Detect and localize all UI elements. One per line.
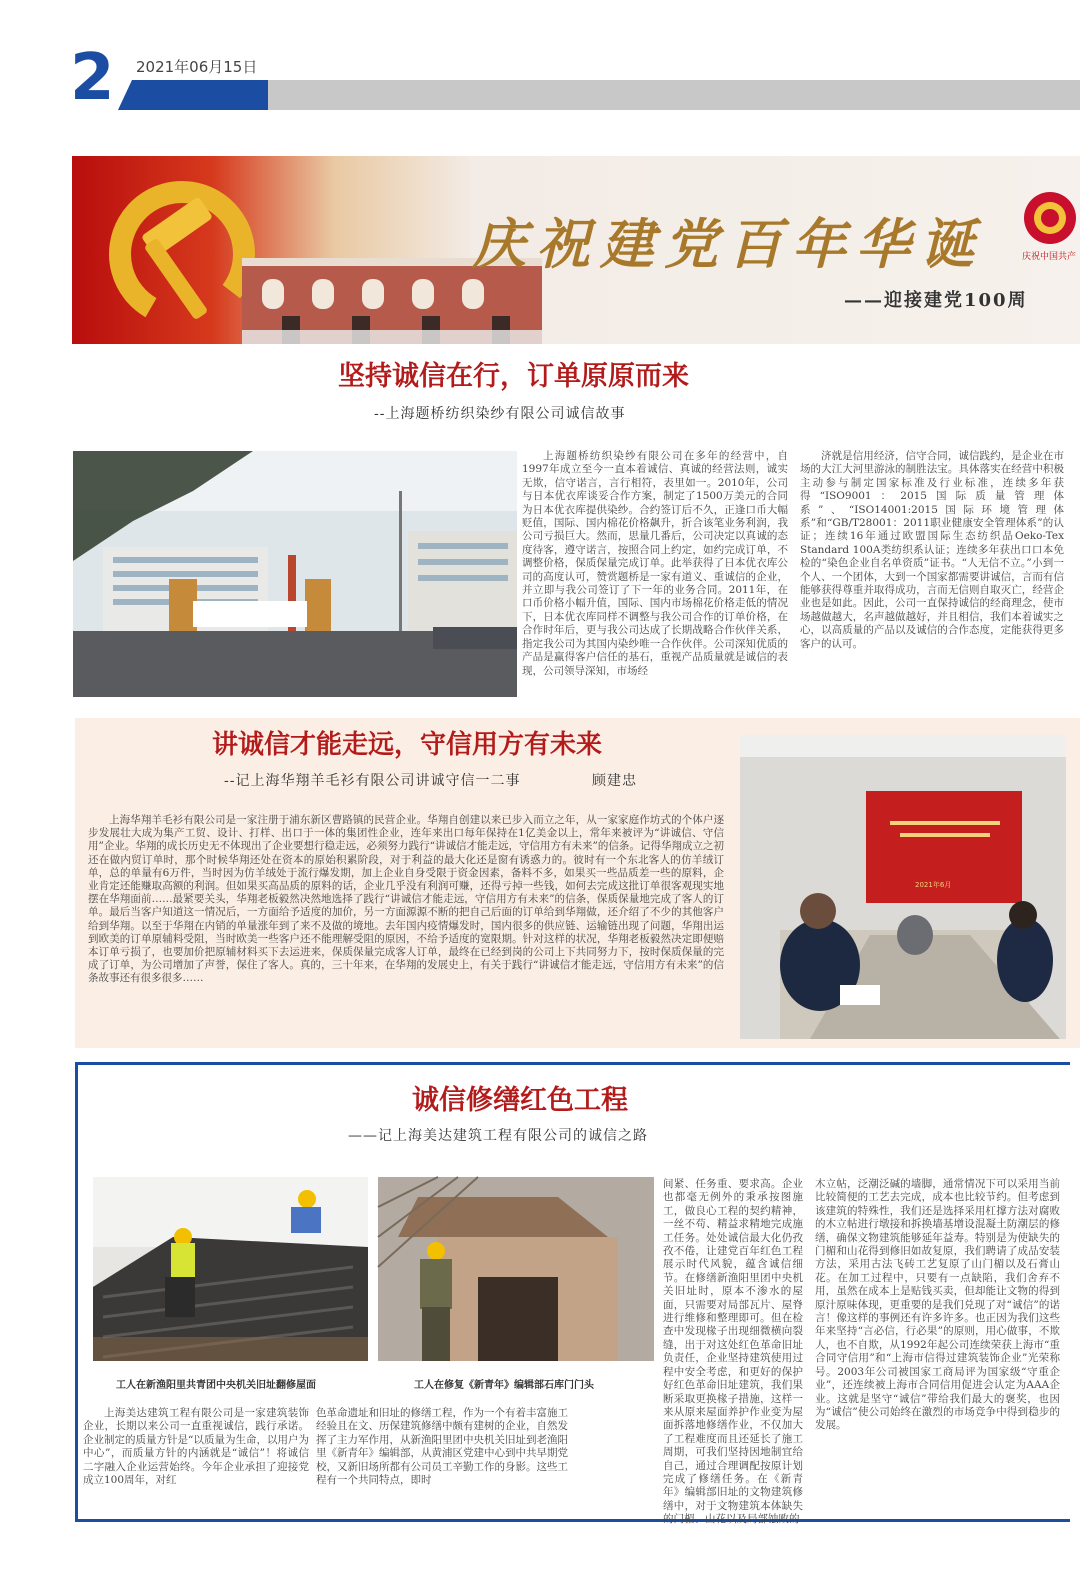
article2-title: 讲诚信才能走远，守信用方有未来 (212, 730, 603, 760)
article2-body: 上海华翔羊毛衫有限公司是一家注册于浦东新区曹路镇的民营企业。华翔自创建以来已步入而立之年，从一家家庭作坊式的个体户逐步发展壮大成为集产工贸、设计、打样、出口于一体的集团性企业，连年来出口每年保持在1亿美金以上，常年来被评为“讲诚信、守信用”企业。华翔的成长历史无不体现出了企业要想行稳走远，必须努力践行“讲诚信才能走远，守信用方有未来”的信条。记得华翔成立之初还在做内贸订单时，那个时候华翔还处在资本的原始积累阶段，对于利益的最大化还是窗有诱惑力的。彼时有一个东北客人的仿羊绒订单，总的单量有6万件，当时因为仿羊绒处于流行爆发期，加上企业自身受限于资金因素，备料不多，如果买一些品质差一些的原料，企业肯定还能赚取高额的利润。但如果买高品质的原料的话，企业几乎没有利润可赚，还得亏掉一些钱，如何去完成这批订单很客观现实地摆在华翔面前……最紧要关头，华翔老板毅然决然地选择了践行“讲诚信才能走远，守信用方有未来”的信条，保质保量地完成了客人的订单。最后当客户知道这一情况后，一方面给予适度的加价，另一方面源源不断的把自己后面的订单给到华翔做，还介绍了不少的其他客户给到华翔。以至于华翔在内销的单量涨年到了来不及做的境地。去年国内疫情爆发时，国内很多的供应链、运输链出现了问题，华翔出运到欧美的订单原辅料受阻，当时欧美一些客户还不能理解受阻的原因，不给予适度的宽限期。针对这样的状况，华翔老板毅然决定即便赔本订单亏损了，也要加价把原辅材料买下去运进来，保质保量完成客人订单，最终在已经到岗的公司上下共同努力下，按时保质保量的完成了订单，为公司增加了声誉，保住了客人。真的，三十年来，在华翔的发展史上，有关于践行“讲诚信才能走远，守信用方有未来”的信条故事还有很多很多…… (88, 814, 724, 985)
article1-subtitle: --上海题桥纺织染纱有限公司诚信故事 (374, 406, 626, 422)
article1-column-1: 上海题桥纺织染纱有限公司在多年的经营中，自1997年成立至今一直本着诚信、真诚的经营法则，诚实无欺，信守诺言，言行相符，表里如一。2010年，公司与日本优衣库谈妥合作方案，制定了1500万美元的合同为日本优衣库提供染纱。合约签订后不久，正逢口币大幅贬值，国际、国内棉花价格飙升，折合该笔业务利润，我公司亏损巨大。然而，思量几番后，公司决定以真诚的态度待客，遵守诺言，按照合同上约定，如约完成订单，不调整价格，保质保量完成订单。此举获得了日本优衣库公司的高度认可，赞赏题桥是一家有道义、重诚信的企业，并立即与我公司签订了下一年的业务合同。2011年，在口币价格小幅升值，国际、国内市场棉花价格走低的情况下，日本优衣库同样不调整与我公司合作的订单价格，在合作时年后，更与我公司达成了长期战略合作伙伴关系，指定我公司为其国内染纱唯一合作伙伴。公司深知优质的产品是赢得客户信任的基石，重视产品质量就是诚信的表现，公司领导深知，市场经 (522, 450, 788, 677)
header-bar-gray (268, 80, 1080, 110)
article3-column-4: 木立帖，泛潮泛碱的墙脚，通常情况下可以采用当前比较简便的工艺去完成，成本也比较节约。但考虑到该建筑的特殊性，我们还是选择采用杠撑方法对腐败的木立帖进行墩接和拆换墙基增设混凝土防潮层的修缮，确保文物建筑能够延年益寿。特别是为使缺失的门楣和山花得到修旧如故复原，我们聘请了成品安装方法，采用古法飞砖工艺复原了山门楣以及石膏山花。在加工过程中，只要有一点缺陷，我们舍弃不用，虽然在成本上是贴钱买卖，但却能让文物的得到原汁原味体现，更重要的是我们兑现了对“诚信”的诺言！像这样的事例还有许多许多。也正因为我们这些年来坚持“言必信，行必果”的原则，用心做事，不欺人，也不自欺，从1992年起公司连续荣获上海市“重合同守信用”和“上海市信得过建筑装饰企业”光荣称号。2003年公司被国家工商局评为国家级“守重企业”，还连续被上海市合同信用促进会认定为AAA企业。这就是坚守“诚信”带给我们最大的褒奖，也因为“诚信”使公司始终在激烈的市场竞争中得到稳步的发展。 (815, 1178, 1060, 1432)
article3-column-3: 间紧、任务重、要求高。企业也都毫无例外的秉承按图施工，做良心工程的契约精神，一丝不苟、精益求精地完成施工任务。处处诚信最大化仍孜孜不倦，让建党百年红色工程展示时代风貌，蕴含诚信细节。在修缮新渔阳里团中央机关旧址时，原本不渗水的屋面，只需要对局部瓦片、屋脊进行维修和整理即可。但在检查中发现椽子出现细微横向裂缝，出于对这处红色革命旧址负责任，企业坚持建筑使用过程中安全考虑，和更好的保护好红色革命旧址建筑，我们果断采取更换椽子措施，这样一来从原来屋面养护作业变为屋面拆落地修缮作业，不仅加大了工程难度而且还延长了施工周期，可我们坚持因地制宜给自己，通过合理调配按原计划完成了修缮任务。在《新青年》编辑部旧址的文物建筑修缮中，对于文物建筑本体缺失的门楣、山花以及局部蚀败的 (663, 1178, 803, 1526)
article3-column-2: 色革命遗址和旧址的修缮工程，作为一个有着丰富施工经验且在文、历保建筑修缮中颇有建树的企业，自然发挥了主力军作用，从新渔阳里团中央机关旧址到老渔阳里《新青年》编辑部，从黄浦区党建中心到中共早期党校，又新旧场所都有公司员工辛勤工作的身影。这些工程有一个共同特点，即时 (316, 1407, 568, 1487)
article1-factory-photo (73, 451, 517, 697)
page-number: 2 (70, 41, 115, 115)
screen-date-text: 2021年6月 (915, 881, 952, 889)
article3-roof-photo (93, 1177, 368, 1361)
banner (72, 156, 1080, 344)
article3-caption-2: 工人在修复《新青年》编辑部石库门门头 (414, 1380, 594, 1391)
banner-title: 庆祝建党百年华诞 (472, 212, 984, 276)
article3-column-1: 上海美达建筑工程有限公司是一家建筑装饰企业，长期以来公司一直重视诚信，践行承诺。企业制定的质量方针是“以质量为生命，以用户为中心”，而质量方针的内涵就是“诚信”！将诚信二字融入企业运营始终。今年企业承担了迎接党成立100周年，对红 (83, 1407, 309, 1487)
article3-title: 诚信修缮红色工程 (412, 1085, 628, 1116)
banner-subtitle: ——迎接建党100周 (844, 290, 1028, 311)
article2-author: 顾建忠 (592, 773, 637, 789)
article1-title: 坚持诚信在行，订单原原而来 (338, 361, 689, 392)
article2-meeting-photo (740, 735, 1066, 1039)
article3-caption-1: 工人在新渔阳里共青团中央机关旧址翻修屋面 (116, 1380, 316, 1391)
badge-caption: 庆祝中国共产 (1022, 252, 1077, 262)
article3-subtitle: ——记上海美达建筑工程有限公司的诚信之路 (348, 1128, 648, 1144)
header-bar-blue (118, 80, 287, 110)
issue-date: 2021年06月15日 (136, 58, 258, 76)
article3-gate-photo (378, 1177, 654, 1361)
article2-subtitle: --记上海华翔羊毛衫有限公司讲诚守信一二事 (224, 773, 521, 789)
centenary-badge-icon (1020, 188, 1080, 248)
article1-column-2: 济就是信用经济，信守合同，诚信践约，是企业在市场的大江大河里游泳的制胜法宝。具体落实在经营中积极主动参与制定国家标准及行业标准，连续多年获得“ISO9001：2015国际质量管理体系”、“ISO14001:2015国际环境管理体系”和“GB/T28001：2011职业健康安全管理体系”的认证；连续16年通过欧盟国际生态纺织品Oeko-Tex Standard 100A类纺织系认证；连续多年获出口口本免检的“染色企业自名单资质”证书。“人无信不立。”小到一个人、一个团体，大到一个国家都需要讲诚信，言而有信能够获得尊重并取得成功，言而无信则自取灭亡，经营企业也是如此。因此，公司一直保持诚信的经商理念，使市场越做越大，名声越做越好，并且相信，我们本着诚实之心，以高质量的产品以及诚信的合作态度，定能获得更多客户的认可。 (800, 450, 1064, 650)
